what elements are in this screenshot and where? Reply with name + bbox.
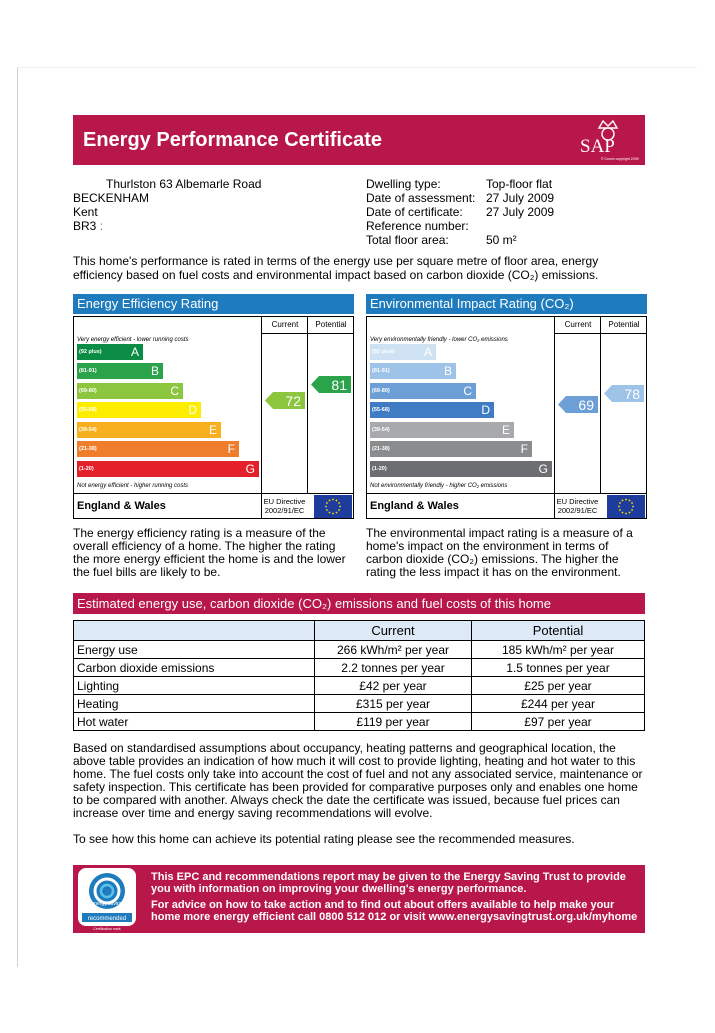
intro-text: This home's performance is rated in terms of the energy use per square metre of floor area, energy efficiency based on fuel costs and environmental impact based on carbon dioxide (CO₂) emissions. bbox=[73, 254, 599, 282]
table-cell: 185 kWh/m² per year bbox=[472, 641, 645, 659]
table-header-cell: Potential bbox=[472, 621, 645, 641]
detail-value: 27 July 2009 bbox=[486, 205, 555, 219]
eu-star bbox=[326, 509, 328, 511]
rating-band-d bbox=[370, 402, 494, 418]
detail-row bbox=[366, 205, 554, 219]
chart-footer bbox=[367, 493, 646, 519]
rating-band-b bbox=[370, 363, 456, 379]
potential-rating-arrow bbox=[604, 385, 644, 402]
rating-band-a bbox=[77, 344, 143, 360]
address-postcode-suffix: : bbox=[99, 219, 104, 233]
energy-efficiency-panel bbox=[73, 294, 354, 519]
page-left-rule bbox=[17, 67, 18, 967]
property-address bbox=[73, 177, 261, 233]
energy-efficiency-chart bbox=[73, 316, 354, 519]
band-letter: G bbox=[245, 462, 255, 476]
eu-star bbox=[325, 506, 327, 508]
rating-band-f bbox=[370, 441, 532, 457]
rating-band-e bbox=[77, 422, 221, 438]
rating-band-g bbox=[77, 461, 259, 477]
table-cell: 1.5 tonnes per year bbox=[472, 659, 645, 677]
band-letter: E bbox=[208, 423, 217, 437]
band-letter: D bbox=[481, 403, 490, 417]
band-letter: B bbox=[150, 364, 159, 378]
potential-rating-value: 81 bbox=[331, 377, 347, 393]
eu-star bbox=[625, 499, 627, 501]
top-caption: Very energy efficient - lower running costs bbox=[77, 337, 189, 343]
address-line-1: Thurlston 63 Albemarle Road bbox=[106, 177, 262, 191]
band-letter: A bbox=[423, 345, 432, 359]
detail-row bbox=[366, 233, 554, 247]
table-cell: Heating bbox=[74, 695, 315, 713]
rating-band-f bbox=[77, 441, 239, 457]
rating-band-a bbox=[370, 344, 436, 360]
table-cell: 2.2 tonnes per year bbox=[315, 659, 472, 677]
eu-star bbox=[629, 512, 631, 514]
rating-band-e bbox=[370, 422, 514, 438]
eu-star bbox=[625, 513, 627, 515]
dwelling-details bbox=[366, 177, 554, 247]
band-range: (21-38) bbox=[372, 446, 390, 452]
eu-star bbox=[329, 512, 331, 514]
address-line-2: BECKENHAM bbox=[73, 191, 150, 205]
detail-label: Total floor area: bbox=[366, 233, 449, 247]
notes-text bbox=[73, 742, 648, 846]
band-range: (69-80) bbox=[79, 388, 97, 394]
current-header: Current bbox=[555, 317, 601, 334]
title-banner bbox=[73, 115, 645, 165]
table-cell: Energy use bbox=[74, 641, 315, 659]
detail-value: 27 July 2009 bbox=[486, 191, 555, 205]
band-letter: F bbox=[520, 442, 528, 456]
detail-value: 50 m² bbox=[486, 233, 517, 247]
band-letter: A bbox=[130, 345, 139, 359]
band-range: (1-20) bbox=[79, 466, 94, 472]
page-top-rule bbox=[17, 67, 697, 68]
energy-efficiency-description: The energy efficiency rating is a measure of the overall efficiency of a home. The higher the rating the more energy efficient the home is and the lower the fuel bills are likely to be. bbox=[73, 526, 346, 579]
band-range: (55-68) bbox=[79, 407, 97, 413]
table-cell: 266 kWh/m² per year bbox=[315, 641, 472, 659]
band-letter: B bbox=[443, 364, 452, 378]
current-header: Current bbox=[262, 317, 308, 334]
table-cell: Hot water bbox=[74, 713, 315, 731]
current-rating-value: 72 bbox=[285, 393, 301, 410]
potential-header: Potential bbox=[601, 317, 647, 334]
eu-star bbox=[631, 502, 633, 504]
table-cell: £42 per year bbox=[315, 677, 472, 695]
estimates-title: Estimated energy use, carbon dioxide (CO₂) emissions and fuel costs of this home bbox=[77, 596, 551, 611]
eu-star bbox=[329, 500, 331, 502]
sap-logo-icon bbox=[577, 118, 639, 162]
bottom-caption: Not energy efficient - higher running costs bbox=[77, 483, 189, 489]
environmental-impact-title: Environmental Impact Rating (CO₂) bbox=[366, 294, 647, 314]
band-range: (69-80) bbox=[372, 388, 390, 394]
potential-column bbox=[307, 317, 354, 493]
band-letter: F bbox=[227, 442, 235, 456]
table-cell: £25 per year bbox=[472, 677, 645, 695]
band-letter: C bbox=[463, 384, 472, 398]
table-row bbox=[74, 695, 645, 713]
detail-label: Dwelling type: bbox=[366, 177, 441, 191]
logo-top-text: energy saving bbox=[91, 901, 123, 907]
table-cell: Lighting bbox=[74, 677, 315, 695]
eu-flag-icon bbox=[607, 495, 645, 518]
eu-star bbox=[632, 506, 634, 508]
chart-footer bbox=[74, 493, 353, 519]
table-cell: £244 per year bbox=[472, 695, 645, 713]
region-label: England & Wales bbox=[370, 500, 459, 512]
current-rating-arrow bbox=[265, 392, 305, 409]
table-row bbox=[74, 677, 645, 695]
logo-small-text: Certification mark bbox=[93, 927, 121, 931]
notes-paragraph-1: Based on standardised assumptions about occupancy, heating patterns and geographical location, the above table provides an indication of how much it will cost to provide lighting, heating and hot water to this home. The fuel costs only take into account the cost of fuel and not any associated service, maintenance or safety inspection. This certificate has been provided for comparative purposes only and enables one home to be compared with another. Always check the date the certificate was issued, because fuel prices can increase over time and energy saving recommendations will evolve. bbox=[73, 741, 643, 820]
est-line-2: For advice on how to take action and to find out about offers available to help make your home more energy efficient call 0800 512 012 or visit www.energysavingtrust.org.uk/myhome bbox=[151, 899, 638, 923]
eu-directive: EU Directive 2002/91/EC bbox=[261, 494, 307, 519]
detail-row bbox=[366, 191, 554, 205]
potential-rating-arrow bbox=[311, 376, 351, 393]
band-range: (21-38) bbox=[79, 446, 97, 452]
rating-band-g bbox=[370, 461, 552, 477]
eu-star bbox=[622, 512, 624, 514]
logo-bottom-text: recommended bbox=[87, 916, 127, 922]
potential-rating-value: 78 bbox=[624, 385, 640, 402]
table-header-cell bbox=[74, 621, 315, 641]
eu-star bbox=[338, 502, 340, 504]
table-cell: £119 per year bbox=[315, 713, 472, 731]
eu-flag-icon bbox=[314, 495, 352, 518]
energy-saving-trust-text bbox=[151, 871, 641, 923]
current-rating-value: 69 bbox=[578, 397, 594, 413]
band-range: (92 plus) bbox=[79, 349, 102, 355]
detail-label: Reference number: bbox=[366, 219, 469, 233]
eu-star bbox=[326, 502, 328, 504]
sap-logo-text: SAP bbox=[580, 136, 615, 157]
energy-saving-recommended-logo-icon bbox=[77, 867, 137, 931]
table-row bbox=[74, 641, 645, 659]
current-rating-arrow bbox=[558, 396, 598, 413]
table-row bbox=[74, 659, 645, 677]
eu-star bbox=[629, 500, 631, 502]
band-range: (81-91) bbox=[372, 368, 390, 374]
table-header-row bbox=[74, 621, 645, 641]
environmental-impact-panel bbox=[366, 294, 647, 519]
potential-header: Potential bbox=[308, 317, 354, 334]
band-letter: D bbox=[188, 403, 197, 417]
environmental-impact-chart bbox=[366, 316, 647, 519]
top-caption: Very environmentally friendly - lower CO₂ emissions bbox=[370, 337, 508, 343]
detail-value: Top-floor flat bbox=[486, 177, 553, 191]
rating-band-c bbox=[77, 383, 183, 399]
eu-star bbox=[339, 506, 341, 508]
region-label: England & Wales bbox=[77, 500, 166, 512]
eu-star bbox=[336, 500, 338, 502]
eu-star bbox=[631, 509, 633, 511]
environmental-impact-description: The environmental impact rating is a measure of a home's impact on the environment in terms of carbon dioxide (CO₂) emissions. The higher the rating the less impact it has on the environment. bbox=[366, 526, 633, 579]
rating-band-d bbox=[77, 402, 201, 418]
eu-star bbox=[338, 509, 340, 511]
band-range: (39-54) bbox=[372, 427, 390, 433]
band-range: (1-20) bbox=[372, 466, 387, 472]
table-row bbox=[74, 713, 645, 731]
page-title: Energy Performance Certificate bbox=[83, 129, 383, 151]
estimates-banner bbox=[73, 593, 645, 614]
rating-band-b bbox=[77, 363, 163, 379]
bottom-caption: Not environmentally friendly - higher CO₂ emissions bbox=[370, 483, 508, 489]
band-range: (92 plus) bbox=[372, 349, 395, 355]
estimates-table bbox=[73, 620, 645, 731]
energy-efficiency-title: Energy Efficiency Rating bbox=[73, 294, 354, 314]
band-letter: G bbox=[538, 462, 548, 476]
eu-star bbox=[618, 506, 620, 508]
est-line-1: This EPC and recommendations report may be given to the Energy Saving Trust to provide you with information on improving your dwelling's energy performance. bbox=[151, 871, 626, 895]
band-range: (81-91) bbox=[79, 368, 97, 374]
band-range: (39-54) bbox=[79, 427, 97, 433]
eu-star bbox=[619, 509, 621, 511]
detail-row bbox=[366, 219, 554, 233]
notes-paragraph-2: To see how this home can achieve its potential rating please see the recommended measures. bbox=[73, 832, 575, 846]
detail-row bbox=[366, 177, 554, 191]
eu-star bbox=[619, 502, 621, 504]
table-cell: Carbon dioxide emissions bbox=[74, 659, 315, 677]
detail-label: Date of assessment: bbox=[366, 191, 476, 205]
rating-band-c bbox=[370, 383, 476, 399]
sap-logo-copyright: © Crown copyright 2009 bbox=[601, 157, 639, 161]
eu-star bbox=[336, 512, 338, 514]
eu-directive: EU Directive 2002/91/EC bbox=[554, 494, 600, 519]
table-cell: £315 per year bbox=[315, 695, 472, 713]
potential-column bbox=[600, 317, 647, 493]
energy-saving-trust-banner bbox=[73, 865, 645, 933]
band-range: (55-68) bbox=[372, 407, 390, 413]
eu-star bbox=[332, 499, 334, 501]
band-letter: E bbox=[501, 423, 510, 437]
table-cell: £97 per year bbox=[472, 713, 645, 731]
band-letter: C bbox=[170, 384, 179, 398]
address-postcode: BR3 bbox=[73, 219, 97, 233]
detail-label: Date of certificate: bbox=[366, 205, 463, 219]
eu-star bbox=[622, 500, 624, 502]
address-line-3: Kent bbox=[73, 205, 98, 219]
table-header-cell: Current bbox=[315, 621, 472, 641]
eu-star bbox=[332, 513, 334, 515]
